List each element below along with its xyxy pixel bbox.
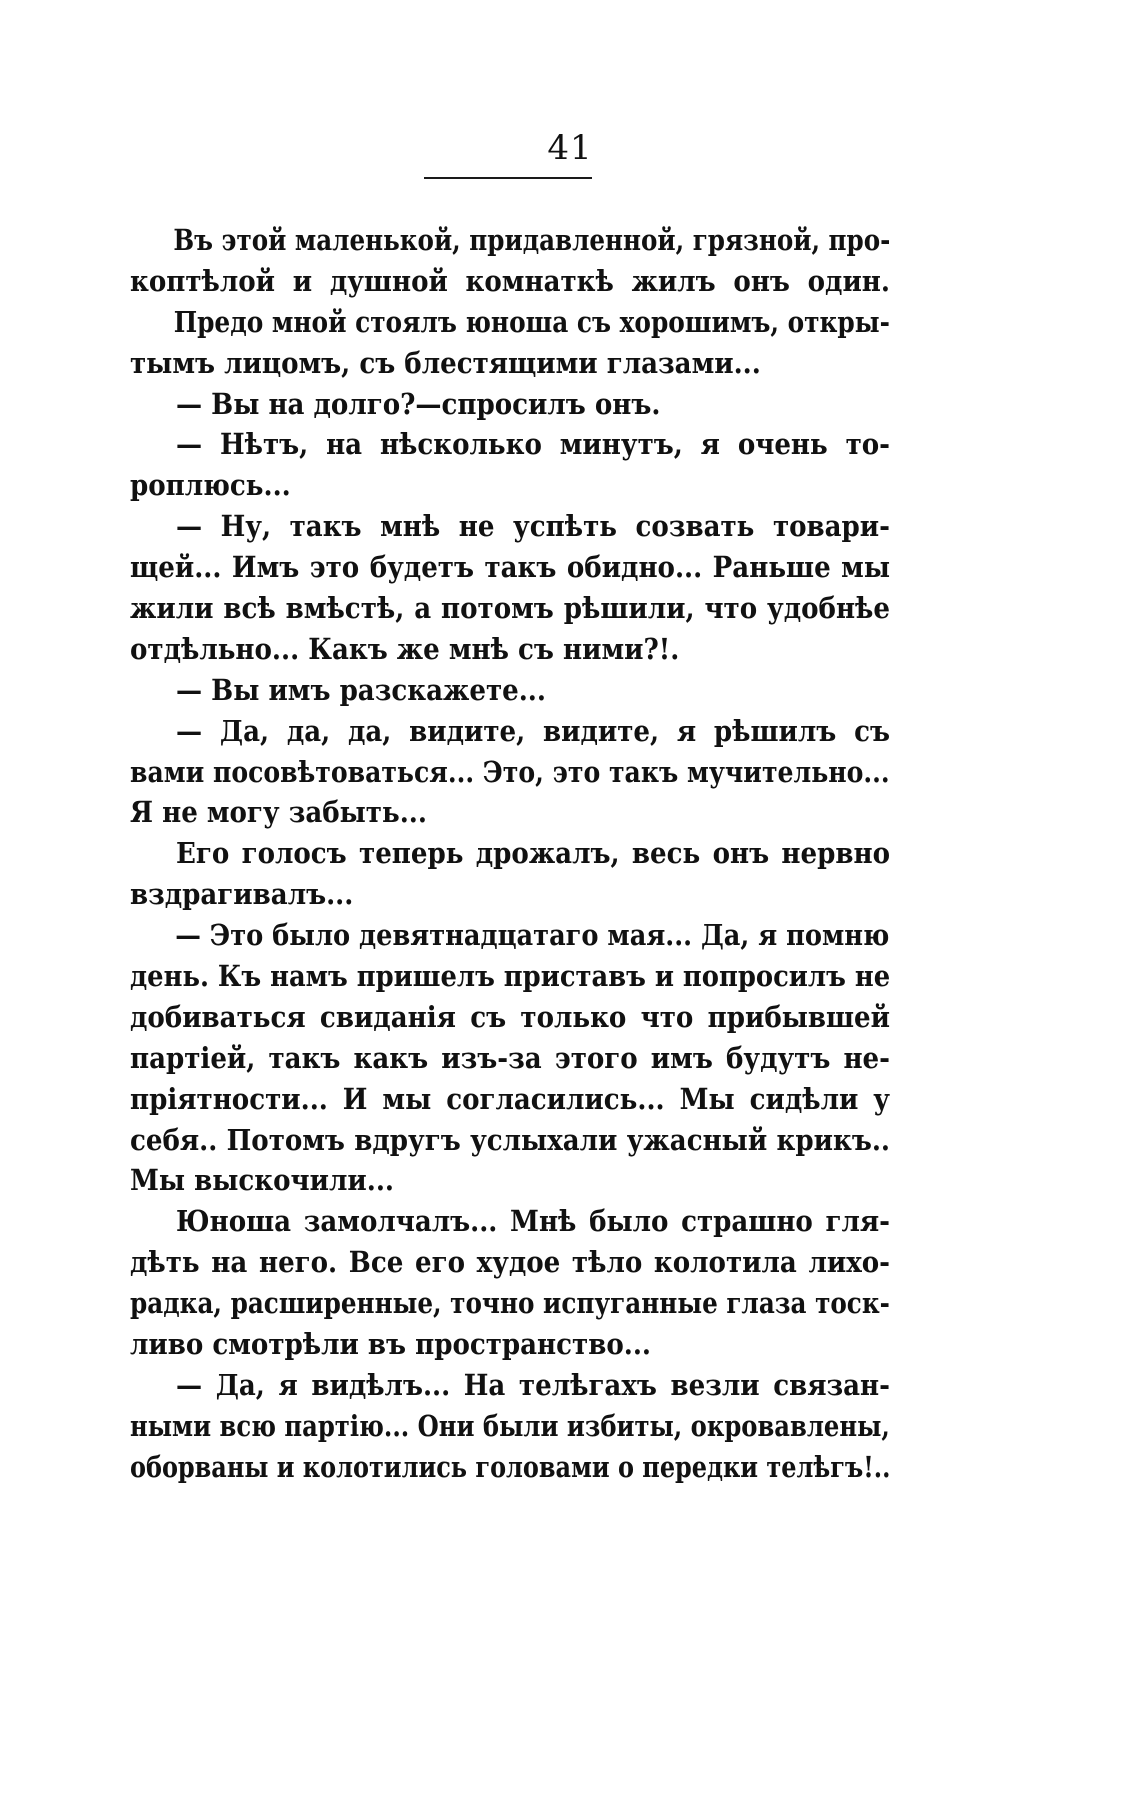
- text-line: — Ну, такъ мнѣ не успѣть созвать товари-: [176, 509, 890, 544]
- text-line: вами посовѣтоваться... Это, это такъ мучительно...: [130, 754, 890, 789]
- text-line: — Вы на долго?—спросилъ онъ.: [176, 386, 661, 421]
- text-line: Юноша замолчалъ... Мнѣ было страшно гля-: [176, 1204, 890, 1239]
- text-line: вздрагивалъ...: [130, 877, 354, 912]
- page-number: 41: [547, 128, 593, 168]
- text-line: ными всю партію... Они были избиты, окровавлены,: [130, 1408, 890, 1443]
- text-line: Мы выскочили...: [130, 1163, 394, 1198]
- text-line: пріятности... И мы согласились... Мы сидѣли у: [130, 1081, 890, 1116]
- text-line: — Нѣтъ, на нѣсколько минутъ, я очень то-: [176, 427, 890, 462]
- text-line: Въ этой маленькой, придавленной, грязной, про-: [173, 223, 891, 257]
- text-line: Я не могу забыть...: [130, 795, 427, 830]
- text-line: день. Къ намъ пришелъ приставъ и попросилъ не: [130, 959, 891, 994]
- text-line: — Вы имъ разскажете...: [176, 672, 546, 707]
- text-line: себя.. Потомъ вдругъ услыхали ужасный крикъ..: [130, 1122, 890, 1157]
- text-line: оборваны и колотились головами о передки телѣгъ!..: [130, 1449, 891, 1484]
- text-line: — Это было девятнадцатаго мая... Да, я помню: [175, 918, 890, 953]
- text-line: — Да, я видѣлъ... На телѣгахъ везли связан-: [176, 1367, 890, 1402]
- text-line: коптѣлой и душной комнаткѣ жилъ онъ один.: [130, 263, 890, 298]
- text-line: щей... Имъ это будетъ такъ обидно... Раньше мы: [130, 550, 890, 585]
- text-line: дѣть на него. Все его худое тѣло колотила лихо-: [130, 1245, 890, 1280]
- text-line: партіей, такъ какъ изъ-за этого имъ будутъ не-: [130, 1040, 890, 1075]
- text-line: отдѣльно... Какъ же мнѣ съ ними?!.: [130, 631, 680, 666]
- text-line: Предо мной стоялъ юноша съ хорошимъ, откры-: [173, 304, 890, 339]
- body-text: [130, 220, 890, 1488]
- text-line: роплюсь...: [130, 468, 291, 503]
- text-line: Его голосъ теперь дрожалъ, весь онъ нервно: [176, 836, 890, 871]
- text-line: тымъ лицомъ, съ блестящими глазами...: [130, 345, 761, 380]
- text-line: добиваться свиданія съ только что прибывшей: [130, 999, 890, 1034]
- header-rule: [424, 177, 592, 179]
- text-line: — Да, да, да, видите, видите, я рѣшилъ съ: [176, 713, 890, 748]
- text-line: радка, расширенные, точно испуганные глаза тоск-: [130, 1286, 890, 1321]
- text-line: жили всѣ вмѣстѣ, а потомъ рѣшили, что удобнѣе: [130, 591, 890, 626]
- text-line: ливо смотрѣли въ пространство...: [130, 1327, 651, 1362]
